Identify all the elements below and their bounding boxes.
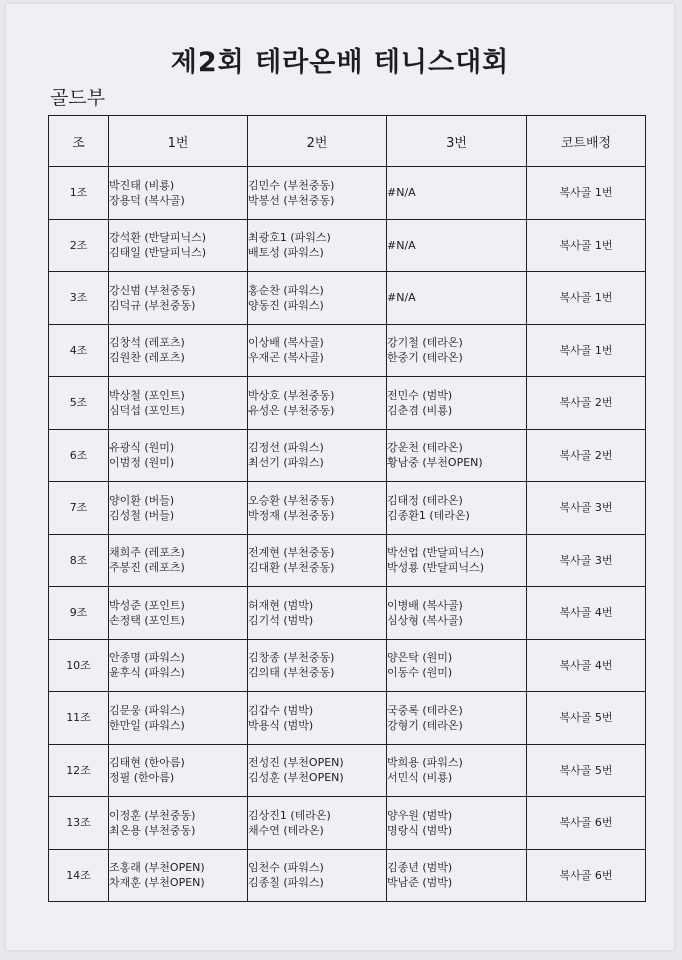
bracket-table	[48, 115, 646, 902]
player-name: 양우원 (범박)	[387, 808, 453, 822]
team1-cell	[109, 534, 248, 587]
team2-cell	[248, 429, 387, 482]
court-cell: 복사골 1번	[527, 272, 646, 325]
player-name: 유성은 (부천중동)	[248, 403, 335, 417]
player-name: 차재훈 (부천OPEN)	[109, 876, 205, 890]
court-cell: 복사골 4번	[527, 639, 646, 692]
player-name: 안종명 (파워스)	[109, 651, 185, 665]
team3-cell	[387, 639, 527, 692]
player-name: 박선업 (반달피닉스)	[387, 546, 485, 560]
court-cell: 복사골 5번	[527, 744, 646, 797]
player-name: 채수연 (테라온)	[248, 823, 324, 837]
player-name: 명랑식 (범박)	[387, 823, 453, 837]
table-row	[49, 639, 646, 692]
player-name: 김덕규 (부천중동)	[109, 298, 196, 312]
group-cell: 8조	[49, 534, 109, 587]
player-name: 강형기 (테라온)	[387, 718, 463, 732]
group-cell: 6조	[49, 429, 109, 482]
team3-cell	[387, 692, 527, 745]
team2-cell	[248, 219, 387, 272]
group-cell: 5조	[49, 377, 109, 430]
player-name: 김의태 (부천중동)	[248, 666, 335, 680]
table-row	[49, 167, 646, 220]
table-row	[49, 849, 646, 902]
group-cell: 2조	[49, 219, 109, 272]
group-cell: 13조	[49, 797, 109, 850]
team3-cell	[387, 534, 527, 587]
player-name: 김춘겸 (비룡)	[387, 403, 453, 417]
table-row	[49, 587, 646, 640]
team3-cell	[387, 797, 527, 850]
court-cell: 복사골 2번	[527, 377, 646, 430]
player-name: 김종년 (범박)	[387, 861, 453, 875]
player-name: #N/A	[387, 291, 416, 305]
player-name: 박상호 (부천중동)	[248, 388, 335, 402]
court-cell: 복사골 2번	[527, 429, 646, 482]
table-row	[49, 534, 646, 587]
team2-cell	[248, 167, 387, 220]
player-name: 최선기 (파워스)	[248, 456, 324, 470]
player-name: 채희주 (레포츠)	[109, 546, 185, 560]
player-name: 김태일 (반달피닉스)	[109, 246, 207, 260]
team2-cell	[248, 639, 387, 692]
team1-cell	[109, 429, 248, 482]
court-cell: 복사골 6번	[527, 849, 646, 902]
player-name: 강운천 (테라온)	[387, 441, 463, 455]
player-name: 박용식 (범박)	[248, 718, 314, 732]
table-row	[49, 272, 646, 325]
team3-cell	[387, 587, 527, 640]
team1-cell	[109, 377, 248, 430]
player-name: 김종칠 (파워스)	[248, 876, 324, 890]
division-label: 골드부	[50, 87, 106, 109]
court-cell: 복사골 1번	[527, 219, 646, 272]
player-name: 박정재 (부천중동)	[248, 508, 335, 522]
player-name: 최광호1 (파워스)	[248, 231, 331, 245]
player-name: 김성훈 (부천OPEN)	[248, 771, 344, 785]
player-name: 심덕섭 (포인트)	[109, 403, 185, 417]
team2-cell	[248, 482, 387, 535]
player-name: 홍순찬 (파워스)	[248, 283, 324, 297]
player-name: 손정택 (포인트)	[109, 613, 185, 627]
player-name: 김기석 (범박)	[248, 613, 314, 627]
court-cell: 복사골 5번	[527, 692, 646, 745]
group-cell: 12조	[49, 744, 109, 797]
player-name: 심상형 (복사골)	[387, 613, 463, 627]
player-name: 전성진 (부천OPEN)	[248, 756, 344, 770]
team3-cell	[387, 324, 527, 377]
group-cell: 9조	[49, 587, 109, 640]
player-name: 박성준 (포인트)	[109, 598, 185, 612]
player-name: #N/A	[387, 238, 416, 252]
player-name: 김문웅 (파워스)	[109, 703, 185, 717]
player-name: 김대환 (부천중동)	[248, 561, 335, 575]
player-name: 이정훈 (부천중동)	[109, 808, 196, 822]
group-cell: 7조	[49, 482, 109, 535]
player-name: 조홍래 (부천OPEN)	[109, 861, 205, 875]
team2-cell	[248, 272, 387, 325]
team3-cell	[387, 377, 527, 430]
team3-cell	[387, 482, 527, 535]
player-name: 강기철 (테라온)	[387, 336, 463, 350]
table-row	[49, 377, 646, 430]
player-name: 박봉선 (부천중동)	[248, 193, 335, 207]
group-cell: 14조	[49, 849, 109, 902]
player-name: #N/A	[387, 186, 416, 200]
group-cell: 3조	[49, 272, 109, 325]
player-name: 박상철 (포인트)	[109, 388, 185, 402]
team1-cell	[109, 587, 248, 640]
team1-cell	[109, 324, 248, 377]
table-header-row	[49, 116, 646, 167]
player-name: 김창석 (레포츠)	[109, 336, 185, 350]
player-name: 윤후식 (파워스)	[109, 666, 185, 680]
player-name: 김민수 (부천중동)	[248, 178, 335, 192]
team2-cell	[248, 377, 387, 430]
column-header-court: 코트배정	[527, 116, 646, 167]
table-row	[49, 692, 646, 745]
group-cell: 10조	[49, 639, 109, 692]
team1-cell	[109, 639, 248, 692]
player-name: 박진태 (비룡)	[109, 178, 175, 192]
table-row	[49, 429, 646, 482]
team2-cell	[248, 324, 387, 377]
player-name: 주봉진 (레포츠)	[109, 561, 185, 575]
player-name: 김정선 (파워스)	[248, 441, 324, 455]
player-name: 허재현 (범박)	[248, 598, 314, 612]
player-name: 김원찬 (레포츠)	[109, 351, 185, 365]
team3-cell	[387, 744, 527, 797]
player-name: 양이환 (버들)	[109, 493, 175, 507]
player-name: 이병배 (복사골)	[387, 598, 463, 612]
team3-cell	[387, 167, 527, 220]
group-cell: 11조	[49, 692, 109, 745]
team3-cell	[387, 219, 527, 272]
player-name: 강신범 (부천중동)	[109, 283, 196, 297]
player-name: 김태현 (한아름)	[109, 756, 185, 770]
table-body	[49, 167, 646, 902]
column-header-team1: 1번	[109, 116, 248, 167]
player-name: 김창종 (부천중동)	[248, 651, 335, 665]
team1-cell	[109, 692, 248, 745]
team1-cell	[109, 797, 248, 850]
player-name: 임천수 (파워스)	[248, 861, 324, 875]
player-name: 황남중 (부천OPEN)	[387, 456, 483, 470]
player-name: 최온용 (부천중동)	[109, 823, 196, 837]
team2-cell	[248, 587, 387, 640]
team3-cell	[387, 272, 527, 325]
player-name: 한만일 (파워스)	[109, 718, 185, 732]
player-name: 한중기 (테라온)	[387, 351, 463, 365]
player-name: 김태정 (테라온)	[387, 493, 463, 507]
player-name: 이동수 (원미)	[387, 666, 453, 680]
team2-cell	[248, 744, 387, 797]
team2-cell	[248, 692, 387, 745]
group-cell: 1조	[49, 167, 109, 220]
player-name: 김종환1 (테라온)	[387, 508, 470, 522]
court-cell: 복사골 6번	[527, 797, 646, 850]
player-name: 강석환 (반달피닉스)	[109, 231, 207, 245]
paper-sheet	[6, 4, 674, 950]
player-name: 이범정 (원미)	[109, 456, 175, 470]
team1-cell	[109, 272, 248, 325]
player-name: 김상진1 (테라온)	[248, 808, 331, 822]
player-name: 양동진 (파워스)	[248, 298, 324, 312]
team2-cell	[248, 849, 387, 902]
player-name: 이상배 (복사골)	[248, 336, 324, 350]
table-row	[49, 482, 646, 535]
page-title: 제2회 테라온배 테니스대회	[170, 47, 510, 78]
table-row	[49, 744, 646, 797]
team3-cell	[387, 429, 527, 482]
player-name: 장용덕 (복사골)	[109, 193, 185, 207]
table-row	[49, 797, 646, 850]
player-name: 정필 (한아름)	[109, 771, 175, 785]
court-cell: 복사골 4번	[527, 587, 646, 640]
player-name: 김성철 (버들)	[109, 508, 175, 522]
team1-cell	[109, 849, 248, 902]
team2-cell	[248, 534, 387, 587]
player-name: 서민식 (비룡)	[387, 771, 453, 785]
table-row	[49, 219, 646, 272]
column-header-group: 조	[49, 116, 109, 167]
player-name: 전계현 (부천중동)	[248, 546, 335, 560]
player-name: 양은탁 (원미)	[387, 651, 453, 665]
team1-cell	[109, 482, 248, 535]
player-name: 국중록 (테라온)	[387, 703, 463, 717]
player-name: 배토성 (파워스)	[248, 246, 324, 260]
player-name: 우재곤 (복사골)	[248, 351, 324, 365]
column-header-team2: 2번	[248, 116, 387, 167]
group-cell: 4조	[49, 324, 109, 377]
team3-cell	[387, 849, 527, 902]
player-name: 전민수 (범박)	[387, 388, 453, 402]
player-name: 오승환 (부천중동)	[248, 493, 335, 507]
court-cell: 복사골 1번	[527, 324, 646, 377]
player-name: 박희용 (파워스)	[387, 756, 463, 770]
player-name: 김갑수 (범박)	[248, 703, 314, 717]
player-name: 유광식 (원미)	[109, 441, 175, 455]
player-name: 박성룡 (반달피닉스)	[387, 561, 485, 575]
column-header-team3: 3번	[387, 116, 527, 167]
court-cell: 복사골 3번	[527, 482, 646, 535]
team1-cell	[109, 167, 248, 220]
court-cell: 복사골 1번	[527, 167, 646, 220]
team1-cell	[109, 219, 248, 272]
team2-cell	[248, 797, 387, 850]
team1-cell	[109, 744, 248, 797]
player-name: 박남준 (범박)	[387, 876, 453, 890]
table-row	[49, 324, 646, 377]
court-cell: 복사골 3번	[527, 534, 646, 587]
